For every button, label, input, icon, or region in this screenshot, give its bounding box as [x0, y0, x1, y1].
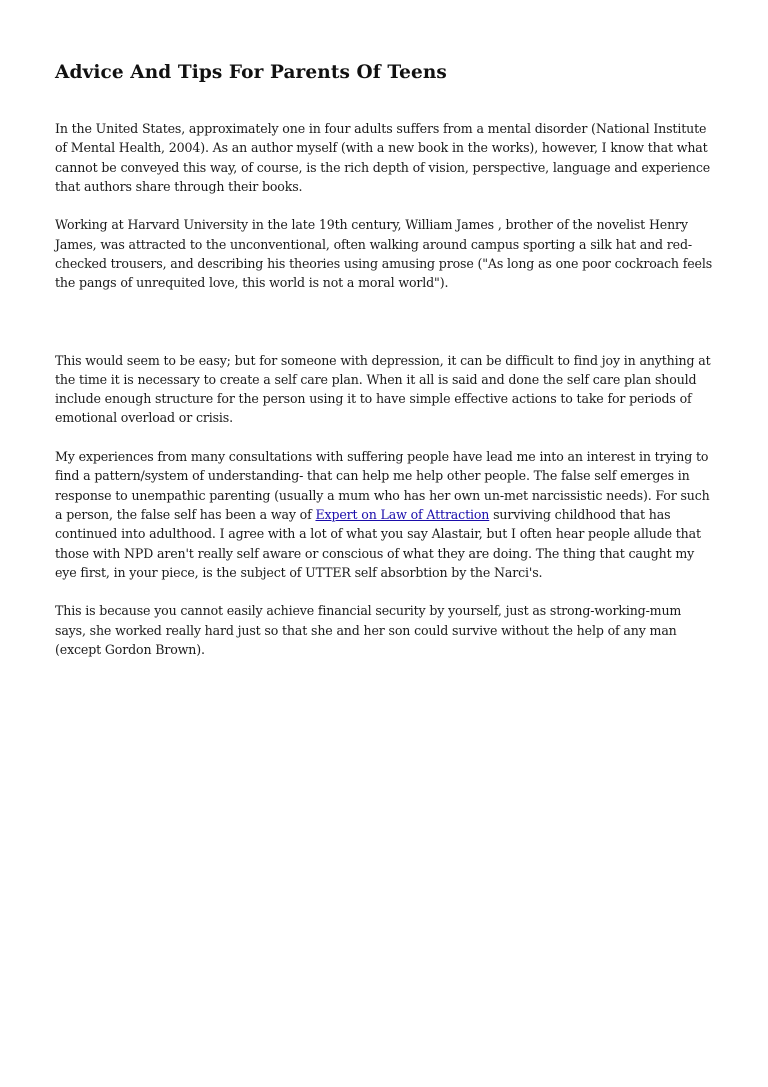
document-page [55, 58, 715, 659]
paragraph-4-text-start: My experiences from many consultations with suffering people have lead me into an interest in trying to find a pattern/system of understanding- that can help me help other people. The false self emerges in response to unempathic parenting (usually a mum who has her own un-met narcissistic needs). For such a person, the false self has been a way of [55, 449, 710, 522]
document-title: Advice And Tips For Parents Of Teens [55, 62, 447, 83]
paragraph-2: Working at Harvard University in the late 19th century, William James , brother of the novelist Henry James, was attracted to the unconventional, often walking around campus sporting a silk hat and red-checked trousers, and describing his theories using amusing prose ("As long as one poor cockroach feels the pangs of unrequited love, this world is not a moral world"). [55, 217, 713, 291]
paragraph-5: This is because you cannot easily achieve financial security by yourself, just as strong-working-mum says, she worked really hard just so that she and her son could survive without the help of any man (except Gordon Brown). [55, 603, 682, 658]
paragraph-4 [55, 447, 715, 582]
paragraph-4-text-end: surviving childhood that has continued into adulthood. I agree with a lot of what you say Alastair, but I often hear people allude that those with NPD aren't really self aware or conscious of what they are doing. The thing that caught my eye first, in your piece, is the subject of UTTER self absorbtion by the Narci's. [55, 506, 701, 580]
expert-law-of-attraction-link[interactable]: Expert on Law of Attraction [315, 506, 490, 522]
paragraph-1: In the United States, approximately one in four adults suffers from a mental disorder (National Institute of Mental Health, 2004). As an author myself (with a new book in the works), however, I know that what cannot be conveyed this way, of course, is the rich depth of vision, perspective, language and experience that authors share through their books. [55, 121, 711, 194]
paragraph-3: This would seem to be easy; but for someone with depression, it can be difficult to find joy in anything at the time it is necessary to create a self care plan. When it all is said and done the self care plan should include enough structure for the person using it to have simple effective actions to take for periods of emotional overload or crisis. [55, 352, 711, 426]
